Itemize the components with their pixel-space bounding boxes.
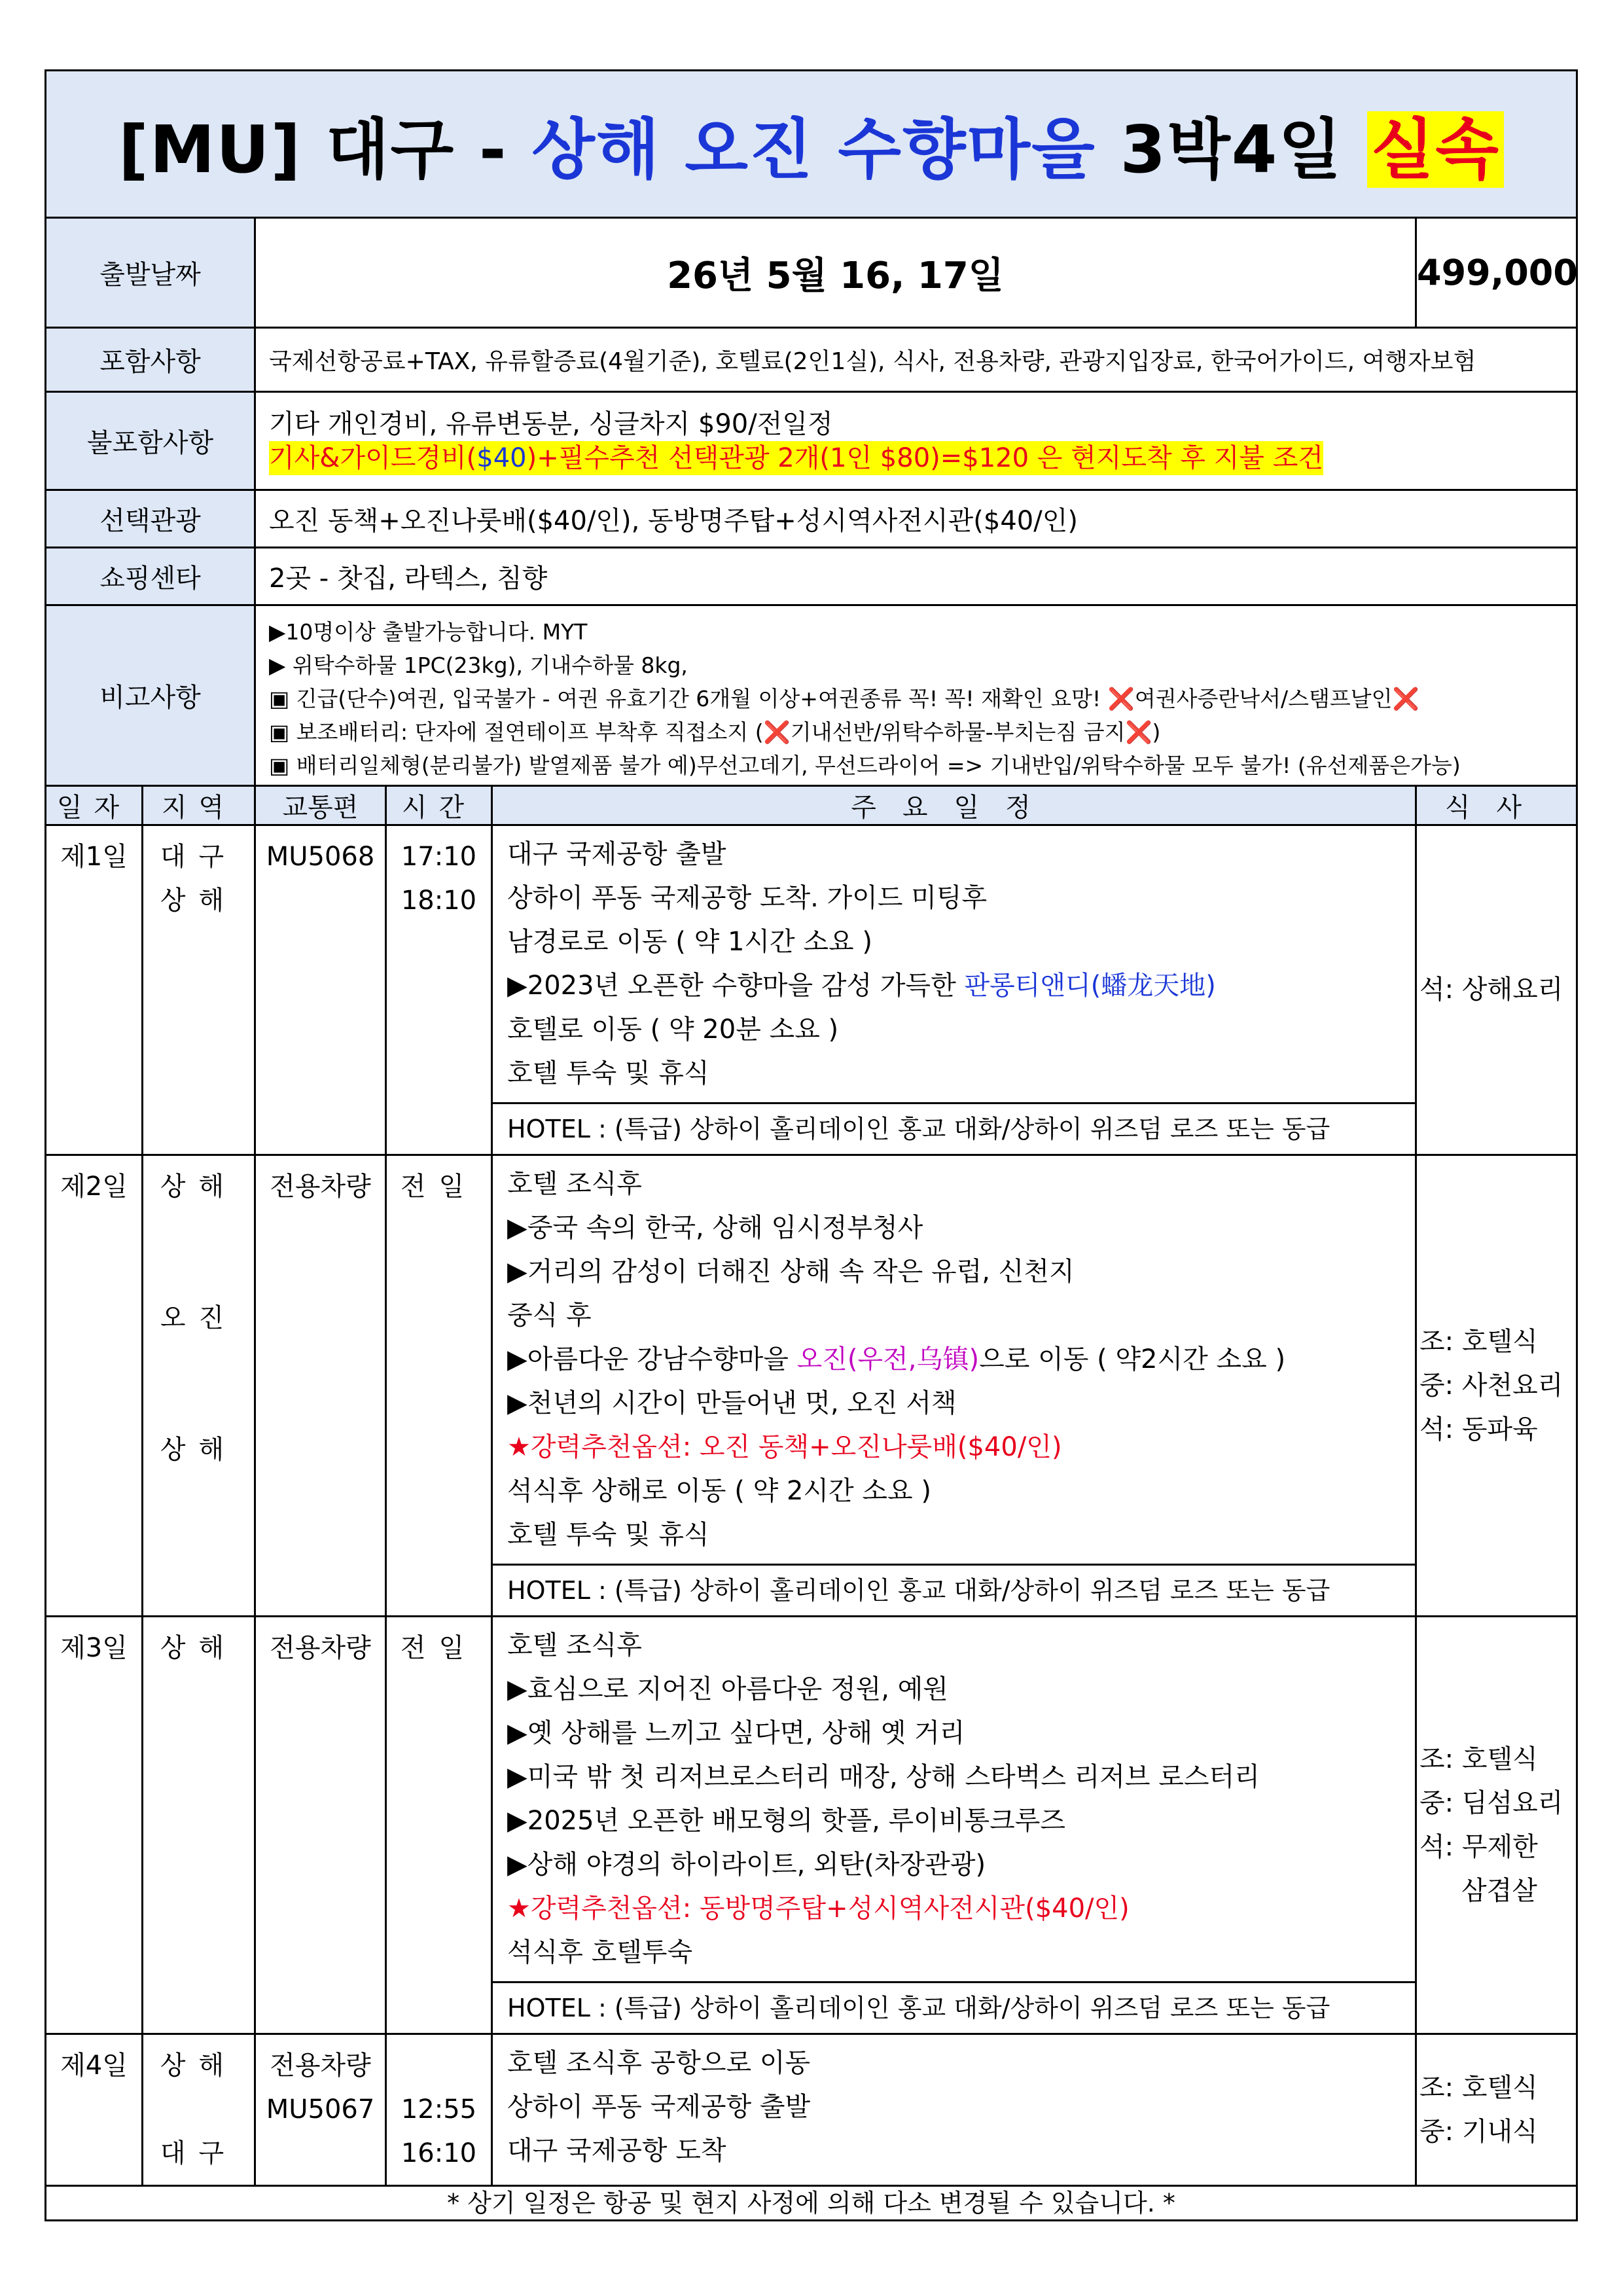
time: 18:10 [401, 886, 477, 916]
hotel-line: HOTEL : (특급) 상하이 홀리데이인 홍교 대화/상하이 위즈덤 로즈 또는 동급 [493, 1981, 1415, 2033]
region: 오진 [160, 1303, 238, 1333]
departure-label: 출발날짜 [46, 218, 255, 328]
included-text: 국제선항공료+TAX, 유류할증료(4월기준), 호텔료(2인1실), 식사, 전용차량, 관광지입장료, 한국어가이드, 여행자보험 [255, 328, 1577, 392]
shopping-label: 쇼핑센타 [46, 548, 255, 605]
day-schedule [492, 1617, 1416, 2034]
excluded-line-2 [269, 441, 1323, 475]
meal: 삼겹살 [1461, 1875, 1537, 1906]
schedule-line-part: 으로 이동 ( 약2시간 소요 ) [979, 1344, 1286, 1374]
region: 상해 [160, 2051, 238, 2081]
excluded-line-2-c: )+필수추천 선택관광 2개(1인 $80)=$120 은 현지도착 후 지불 조건 [526, 442, 1324, 473]
remarks-text [255, 605, 1577, 786]
excluded-label: 불포함사항 [46, 392, 255, 490]
header-schedule: 주요일정 [492, 786, 1416, 825]
schedule-line: 대구 국제공항 도착 [507, 2136, 726, 2166]
schedule-line [507, 1338, 1415, 1382]
schedule-line: 호텔 조식후 [507, 1169, 642, 1199]
page-title [46, 71, 1577, 218]
schedule-line: 호텔 투숙 및 휴식 [507, 1520, 709, 1550]
day-times [386, 2034, 492, 2186]
day-row-4 [46, 2034, 1577, 2186]
schedule-line-part: 오진(우전,乌镇) [796, 1344, 980, 1374]
title-prefix: [MU] 대구 - [118, 111, 532, 188]
day-row-1 [46, 825, 1577, 1155]
schedule-line-part: 판롱티앤디(蟠龙天地) [964, 971, 1216, 1001]
day-schedule [492, 825, 1416, 1155]
day-times: 전일 [386, 1155, 492, 1617]
itinerary-table [45, 69, 1578, 2221]
meal: 석: 동파육 [1419, 1414, 1538, 1444]
excluded-text [255, 392, 1577, 490]
schedule-line: 호텔 투숙 및 휴식 [507, 1058, 709, 1088]
price: 499,000 [1416, 218, 1577, 328]
day-transport: 전용차량 [255, 1155, 386, 1617]
schedule-line-part: ▶아름다운 강남수향마을 [507, 1344, 797, 1374]
optional-label: 선택관광 [46, 490, 255, 548]
time: 16:10 [401, 2138, 477, 2168]
day-regions [143, 1155, 255, 1617]
day-label: 제3일 [46, 1617, 143, 2034]
schedule-line: ▶미국 밖 첫 리저브로스터리 매장, 상해 스타벅스 리저브 로스터리 [507, 1762, 1260, 1792]
itinerary-sheet [45, 69, 1576, 2221]
day-row-3 [46, 1617, 1577, 2034]
hotel-line: HOTEL : (특급) 상하이 홀리데이인 홍교 대화/상하이 위즈덤 로즈 또는 동급 [493, 1564, 1415, 1615]
region: 상해 [160, 1633, 238, 1663]
day-regions [143, 825, 255, 1155]
transport: 전용차량 [270, 2051, 371, 2081]
excluded-line-2-a: 기사&가이드경비( [269, 442, 477, 473]
schedule-line: ▶효심으로 지어진 아름다운 정원, 예원 [507, 1674, 948, 1704]
recommended-option: ★강력추천옵션: 동방명주탑+성시역사전시관($40/인) [507, 1893, 1130, 1924]
day-meals [1416, 1155, 1577, 1617]
day-meals [1416, 2034, 1577, 2186]
schedule-line: 석식후 상해로 이동 ( 약 2시간 소요 ) [507, 1476, 931, 1506]
day-transport [255, 2034, 386, 2186]
meal: 조: 호텔식 [1419, 1326, 1538, 1357]
schedule-line: ▶거리의 감성이 더해진 상해 속 작은 유럽, 신천지 [507, 1257, 1075, 1287]
schedule-line: 중식 후 [507, 1300, 592, 1331]
meal: 중: 기내식 [1419, 2116, 1538, 2147]
remarks-label: 비고사항 [46, 605, 255, 786]
title-duration: 3박4일 [1096, 111, 1367, 188]
time: 12:55 [401, 2094, 477, 2125]
transport: MU5067 [266, 2094, 375, 2125]
title-badge: 실속 [1367, 111, 1504, 188]
schedule-line-part: ▶2023년 오픈한 수향마을 감성 가득한 [507, 971, 965, 1001]
shopping-text: 2곳 - 찻집, 라텍스, 침향 [255, 548, 1577, 605]
day-row-2 [46, 1155, 1577, 1617]
region: 상해 [160, 1435, 238, 1465]
day-label: 제1일 [46, 825, 143, 1155]
remark-line: ▣ 긴급(단수)여권, 입국불가 - 여권 유효기간 6개월 이상+여권종류 꼭! 꼭! 재확인 요망! ❌여권사증란낙서/스탬프날인❌ [269, 686, 1419, 711]
region: 상해 [160, 1172, 238, 1202]
meal: 석: 상해요리 [1419, 975, 1563, 1005]
day-meals [1416, 1617, 1577, 2034]
schedule-line: ▶중국 속의 한국, 상해 임시정부청사 [507, 1213, 923, 1243]
region: 대구 [160, 2138, 238, 2168]
meal: 중: 사천요리 [1419, 1370, 1563, 1401]
recommended-option: ★강력추천옵션: 오진 동책+오진나룻배($40/인) [507, 1432, 1062, 1462]
header-day: 일자 [46, 786, 143, 825]
day-regions [143, 2034, 255, 2186]
day-times [386, 825, 492, 1155]
schedule-line: 대구 국제공항 출발 [507, 839, 726, 869]
excluded-line-2-b: $40 [476, 442, 527, 473]
schedule-line: 호텔로 이동 ( 약 20분 소요 ) [507, 1014, 839, 1045]
schedule-line: ▶천년의 시간이 만들어낸 멋, 오진 서책 [507, 1388, 957, 1418]
included-label: 포함사항 [46, 328, 255, 392]
excluded-line-1: 기타 개인경비, 유류변동분, 싱글차지 $90/전일정 [269, 408, 833, 439]
header-meal: 식사 [1416, 786, 1577, 825]
time: 17:10 [401, 842, 477, 872]
region: 상해 [160, 886, 238, 916]
meal: 조: 호텔식 [1419, 1744, 1538, 1774]
day-transport: MU5068 [255, 825, 386, 1155]
day-transport: 전용차량 [255, 1617, 386, 2034]
schedule-header-row [46, 786, 1577, 825]
day-schedule [492, 2034, 1416, 2186]
header-region: 지역 [143, 786, 255, 825]
schedule-line: 석식후 호텔투숙 [507, 1937, 693, 1967]
schedule-line: 호텔 조식후 [507, 1630, 642, 1660]
schedule-line: 호텔 조식후 공항으로 이동 [507, 2048, 811, 2078]
remark-line: ▶10명이상 출발가능합니다. MYT [269, 619, 588, 645]
day-regions [143, 1617, 255, 2034]
footer-note: * 상기 일정은 항공 및 현지 사정에 의해 다소 변경될 수 있습니다. * [46, 2186, 1577, 2221]
meal: 중: 딤섬요리 [1419, 1787, 1563, 1818]
header-time: 시간 [386, 786, 492, 825]
schedule-line: ▶옛 상해를 느끼고 싶다면, 상해 옛 거리 [507, 1718, 965, 1748]
departure-dates: 26년 5월 16, 17일 [255, 218, 1416, 328]
remark-line: ▣ 배터리일체형(분리불가) 발열제품 불가 예)무선고데기, 무선드라이어 => 기내반입/위탁수하물 모두 불가! (유선제품은가능) [269, 753, 1461, 778]
region: 대구 [160, 842, 238, 872]
schedule-line: 상하이 푸동 국제공항 도착. 가이드 미팅후 [507, 883, 988, 913]
day-label: 제4일 [46, 2034, 143, 2186]
header-transport: 교통편 [255, 786, 386, 825]
hotel-line: HOTEL : (특급) 상하이 홀리데이인 홍교 대화/상하이 위즈덤 로즈 또는 동급 [493, 1102, 1415, 1154]
schedule-line [507, 964, 1415, 1008]
title-destination: 상해 오진 수향마을 [531, 111, 1096, 188]
day-meals [1416, 825, 1577, 1155]
schedule-line: ▶2025년 오픈한 배모형의 핫플, 루이비통크루즈 [507, 1806, 1066, 1836]
meal: 석: 무제한 [1419, 1831, 1538, 1862]
optional-text: 오진 동책+오진나룻배($40/인), 동방명주탑+성시역사전시관($40/인) [255, 490, 1577, 548]
remark-line: ▣ 보조배터리: 단자에 절연테이프 부착후 직접소지 (❌기내선반/위탁수하물-부치는짐 금지❌) [269, 719, 1161, 745]
meal: 조: 호텔식 [1419, 2072, 1538, 2103]
schedule-line: 상하이 푸동 국제공항 출발 [507, 2092, 811, 2122]
day-label: 제2일 [46, 1155, 143, 1617]
day-schedule [492, 1155, 1416, 1617]
remark-line: ▶ 위탁수하물 1PC(23kg), 기내수하물 8kg, [269, 653, 688, 678]
day-times: 전일 [386, 1617, 492, 2034]
schedule-line: 남경로로 이동 ( 약 1시간 소요 ) [507, 927, 872, 957]
schedule-line: ▶상해 야경의 하이라이트, 외탄(차장관광) [507, 1850, 986, 1880]
